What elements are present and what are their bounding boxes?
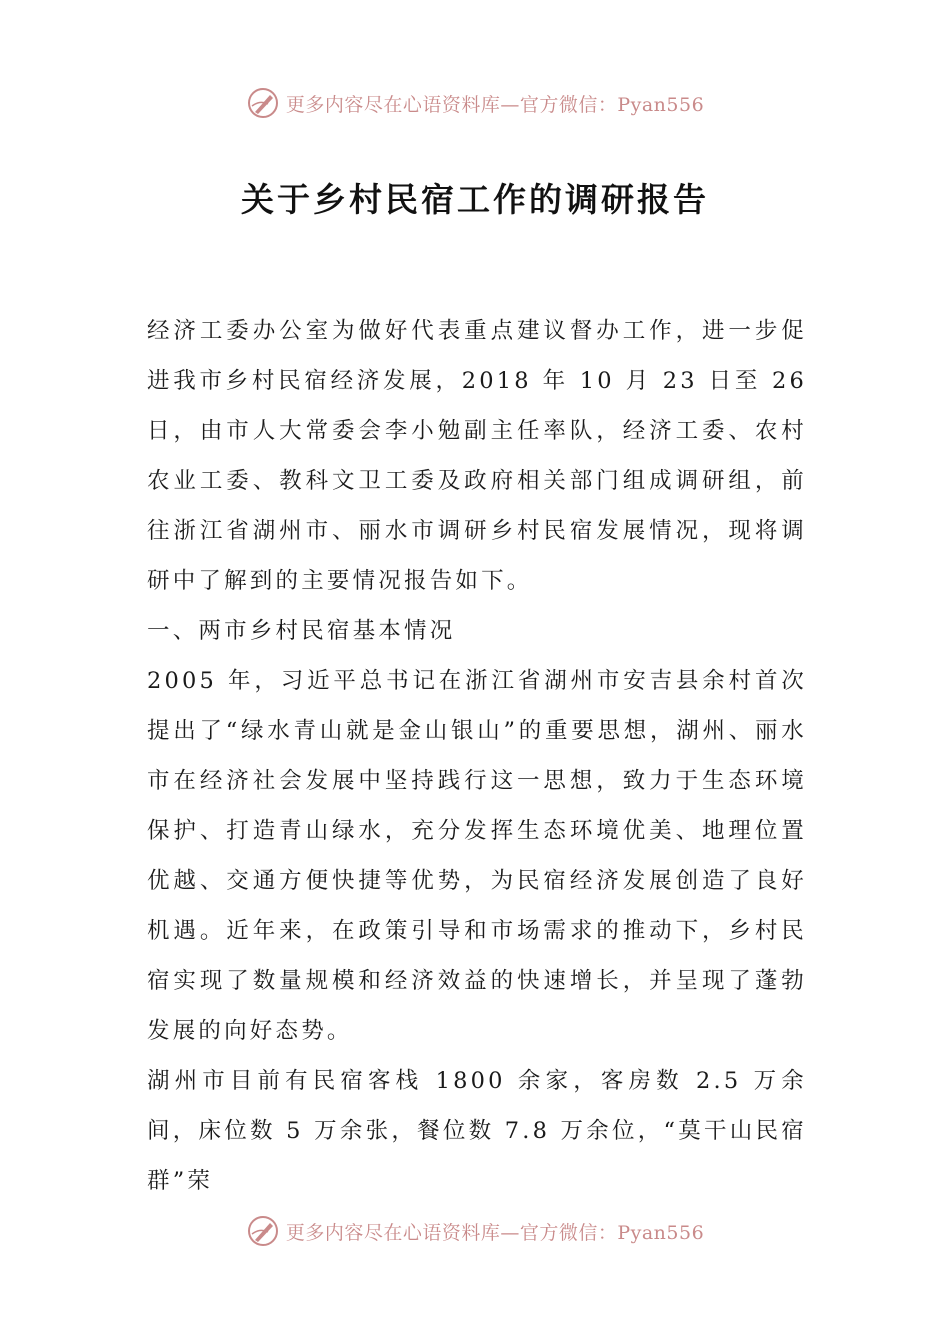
section-heading-1: 一、两市乡村民宿基本情况 [147,618,456,644]
watermark-text: 更多内容尽在心语资料库—官方微信：Pyan556 [285,1221,705,1244]
paragraph-intro: 经济工委办公室为做好代表重点建议督办工作，进一步促进我市乡村民宿经济发展，2018 年 10 月 23 日至 26 日，由市人大常委会李小勉副主任率队，经济工委、农村农业工委、教科文卫工委及政府相关部门组成调研组，前往浙江省湖州市、丽水市调研乡村民宿发展情况，现将调研中了解到的主要情况报告如下。 [147,318,807,594]
document-body [147,306,807,1206]
header-watermark [0,83,950,123]
footer-watermark [0,1211,950,1251]
paragraph-background: 2005 年，习近平总书记在浙江省湖州市安吉县余村首次提出了“绿水青山就是金山银山”的重要思想，湖州、丽水市在经济社会发展中坚持践行这一思想，致力于生态环境保护、打造青山绿水，充分发挥生态环境优美、地理位置优越、交通方便快捷等优势，为民宿经济发展创造了良好机遇。近年来，在政策引导和市场需求的推动下，乡村民宿实现了数量规模和经济效益的快速增长，并呈现了蓬勃发展的向好态势。 [147,668,807,1044]
watermark-text: 更多内容尽在心语资料库—官方微信：Pyan556 [285,93,705,116]
document-title: 关于乡村民宿工作的调研报告 [241,180,709,219]
pen-logo-icon [246,1214,280,1248]
paragraph-huzhou-stats: 湖州市目前有民宿客栈 1800 余家，客房数 2.5 万余间，床位数 5 万余张，餐位数 7.8 万余位，“莫干山民宿群”荣 [147,1068,807,1194]
pen-logo-icon [246,86,280,120]
